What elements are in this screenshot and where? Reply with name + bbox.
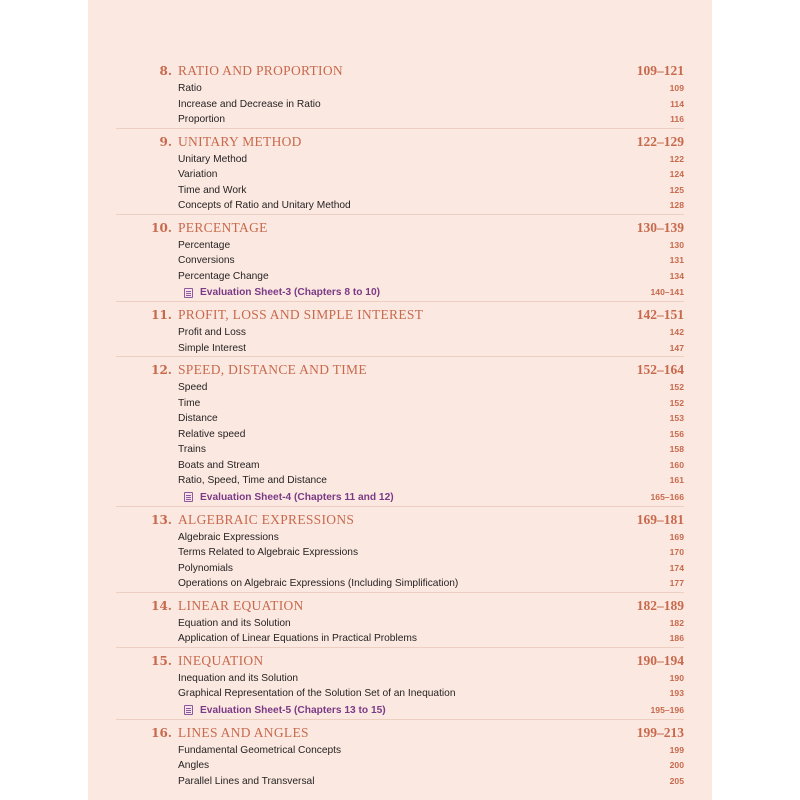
topic-page-number: 177 (669, 578, 684, 588)
topic-title: Conversions (178, 255, 235, 266)
topic-row[interactable] (116, 530, 684, 546)
chapter-number: 16. (151, 725, 172, 740)
chapter-heading[interactable] (116, 357, 684, 380)
topic-row[interactable] (116, 238, 684, 254)
topic-title: Ratio, Speed, Time and Distance (178, 475, 327, 486)
topic-title: Relative speed (178, 428, 246, 440)
worksheet-icon (184, 492, 193, 502)
chapter-section (116, 647, 684, 719)
topic-title: Ratio (178, 83, 202, 94)
topic-title: Trains (178, 444, 206, 455)
chapter-heading[interactable] (116, 302, 684, 325)
topic-title: Speed (178, 382, 208, 393)
topic-row[interactable] (116, 167, 684, 183)
evaluation-sheet-row[interactable] (116, 702, 684, 719)
topic-row[interactable] (116, 325, 684, 341)
topic-page-number: 156 (669, 428, 684, 439)
chapter-title: SPEED, DISTANCE AND TIME (178, 362, 367, 377)
topic-page-number: 200 (669, 760, 684, 770)
contents-page (88, 0, 712, 800)
chapter-section (116, 301, 684, 356)
topic-page-number: 160 (669, 459, 684, 470)
evaluation-sheet-pages: 140–141 (650, 287, 684, 297)
chapter-title: RATIO AND PROPORTION (178, 63, 343, 78)
chapter-heading[interactable] (116, 58, 684, 81)
chapter-page-range: 182–189 (636, 597, 684, 613)
topic-row[interactable] (116, 576, 684, 592)
chapter-page-range: 142–151 (636, 307, 684, 322)
topic-page-number: 116 (670, 114, 684, 124)
topic-row[interactable] (116, 380, 684, 396)
topic-page-number: 190 (669, 672, 684, 683)
topic-title: Increase and Decrease in Ratio (178, 98, 321, 110)
chapter-heading[interactable] (116, 593, 684, 616)
topic-row[interactable] (116, 545, 684, 561)
topic-page-number: 131 (669, 255, 684, 265)
evaluation-sheet-pages: 195–196 (650, 704, 684, 715)
evaluation-sheet-title: Evaluation Sheet-3 (Chapters 8 to 10) (200, 287, 381, 298)
topic-page-number: 152 (669, 397, 684, 408)
chapter-number: 12. (151, 363, 172, 377)
chapter-page-range: 109–121 (636, 63, 684, 78)
evaluation-sheet-title: Evaluation Sheet-4 (Chapters 11 and 12) (200, 491, 394, 503)
chapter-section (116, 214, 684, 302)
topic-row[interactable] (116, 686, 684, 702)
topic-row[interactable] (116, 152, 684, 168)
topic-page-number: 114 (670, 98, 684, 109)
chapter-page-range: 199–213 (636, 724, 684, 740)
evaluation-sheet-title: Evaluation Sheet-5 (Chapters 13 to 15) (200, 704, 386, 716)
topic-row[interactable] (116, 411, 684, 427)
chapter-title: INEQUATION (178, 652, 264, 668)
worksheet-icon (184, 288, 193, 298)
topic-row[interactable] (116, 198, 684, 214)
worksheet-icon (184, 705, 193, 715)
chapter-section (116, 128, 684, 214)
topic-page-number: 134 (669, 270, 684, 281)
topic-page-number: 142 (669, 327, 684, 337)
topic-row[interactable] (116, 427, 684, 443)
topic-title: Time (178, 397, 201, 409)
topic-title: Time and Work (178, 184, 247, 196)
chapter-page-range: 152–164 (636, 362, 684, 377)
chapter-section (116, 506, 684, 592)
topic-row[interactable] (116, 269, 684, 285)
chapter-title: PERCENTAGE (178, 219, 268, 235)
topic-row[interactable] (116, 396, 684, 412)
topic-page-number: 174 (669, 562, 684, 573)
evaluation-sheet-row[interactable] (116, 489, 684, 506)
topic-row[interactable] (116, 112, 684, 128)
chapter-title: UNITARY METHOD (178, 133, 302, 149)
topic-page-number: 205 (669, 775, 684, 786)
chapter-section (116, 592, 684, 647)
topic-row[interactable] (116, 561, 684, 577)
topic-page-number: 161 (669, 475, 684, 485)
table-of-contents (116, 58, 684, 789)
topic-title: Equation and its Solution (178, 617, 291, 629)
topic-page-number: 182 (669, 617, 684, 628)
topic-title: Polynomials (178, 562, 233, 574)
topic-title: Simple Interest (178, 342, 246, 354)
topic-page-number: 122 (669, 153, 684, 164)
topic-title: Percentage Change (178, 270, 269, 282)
topic-page-number: 169 (669, 531, 684, 542)
topic-title: Concepts of Ratio and Unitary Method (178, 200, 351, 211)
topic-page-number: 109 (669, 83, 684, 93)
topic-title: Variation (178, 169, 218, 180)
topic-row[interactable] (116, 758, 684, 774)
topic-page-number: 158 (669, 444, 684, 454)
chapter-page-range: 122–129 (636, 133, 684, 149)
topic-page-number: 193 (669, 688, 684, 698)
topic-title: Terms Related to Algebraic Expressions (178, 547, 359, 558)
chapter-heading[interactable] (116, 215, 684, 238)
evaluation-sheet-row[interactable] (116, 284, 684, 301)
evaluation-sheet-pages: 165–166 (650, 491, 684, 502)
chapter-page-range: 169–181 (636, 511, 684, 527)
topic-title: Graphical Representation of the Solution Set of an Inequation (178, 688, 456, 699)
chapter-number: 14. (151, 598, 172, 613)
topic-title: Profit and Loss (178, 327, 246, 338)
topic-row[interactable] (116, 473, 684, 489)
topic-title: Parallel Lines and Transversal (178, 775, 315, 787)
topic-title: Unitary Method (178, 153, 248, 165)
topic-page-number: 170 (669, 547, 684, 557)
topic-page-number: 130 (669, 239, 684, 250)
topic-page-number: 147 (669, 342, 684, 353)
topic-page-number: 199 (669, 744, 684, 755)
topic-row[interactable] (116, 97, 684, 113)
topic-row[interactable] (116, 743, 684, 759)
topic-row[interactable] (116, 341, 684, 357)
topic-page-number: 124 (669, 169, 684, 179)
chapter-page-range: 190–194 (636, 652, 684, 668)
topic-row[interactable] (116, 253, 684, 269)
chapter-heading[interactable] (116, 507, 684, 530)
chapter-number: 15. (151, 653, 172, 668)
topic-title: Boats and Stream (178, 459, 260, 471)
topic-title: Application of Linear Equations in Practical Problems (178, 633, 417, 644)
topic-page-number: 125 (669, 184, 684, 195)
chapter-heading[interactable] (116, 720, 684, 743)
chapter-heading[interactable] (116, 129, 684, 152)
topic-page-number: 153 (669, 413, 684, 423)
chapter-number: 8. (159, 64, 172, 78)
topic-row[interactable] (116, 631, 684, 647)
topic-title: Proportion (178, 114, 226, 125)
topic-title: Operations on Algebraic Expressions (Including Simplification) (178, 578, 459, 589)
topic-title: Fundamental Geometrical Concepts (178, 744, 342, 756)
topic-title: Inequation and its Solution (178, 672, 299, 684)
chapter-title: ALGEBRAIC EXPRESSIONS (178, 511, 355, 527)
chapter-number: 11. (151, 308, 172, 322)
chapter-section (116, 356, 684, 506)
chapter-section (116, 719, 684, 790)
chapter-title: PROFIT, LOSS AND SIMPLE INTEREST (178, 307, 424, 322)
topic-row[interactable] (116, 616, 684, 632)
chapter-heading[interactable] (116, 648, 684, 671)
chapter-section (116, 58, 684, 128)
topic-row[interactable] (116, 671, 684, 687)
chapter-page-range: 130–139 (636, 219, 684, 235)
topic-row[interactable] (116, 442, 684, 458)
topic-title: Distance (178, 413, 218, 424)
topic-page-number: 152 (669, 382, 684, 392)
topic-page-number: 186 (669, 633, 684, 643)
topic-row[interactable] (116, 774, 684, 790)
topic-page-number: 128 (669, 200, 684, 210)
topic-row[interactable] (116, 183, 684, 199)
topic-row[interactable] (116, 458, 684, 474)
topic-row[interactable] (116, 81, 684, 97)
topic-title: Algebraic Expressions (178, 531, 279, 543)
chapter-number: 10. (151, 220, 172, 235)
chapter-title: LINES AND ANGLES (178, 724, 309, 740)
chapter-title: LINEAR EQUATION (178, 597, 304, 613)
chapter-number: 9. (159, 134, 172, 149)
topic-title: Percentage (178, 239, 231, 251)
topic-title: Angles (178, 760, 210, 771)
chapter-number: 13. (151, 512, 172, 527)
